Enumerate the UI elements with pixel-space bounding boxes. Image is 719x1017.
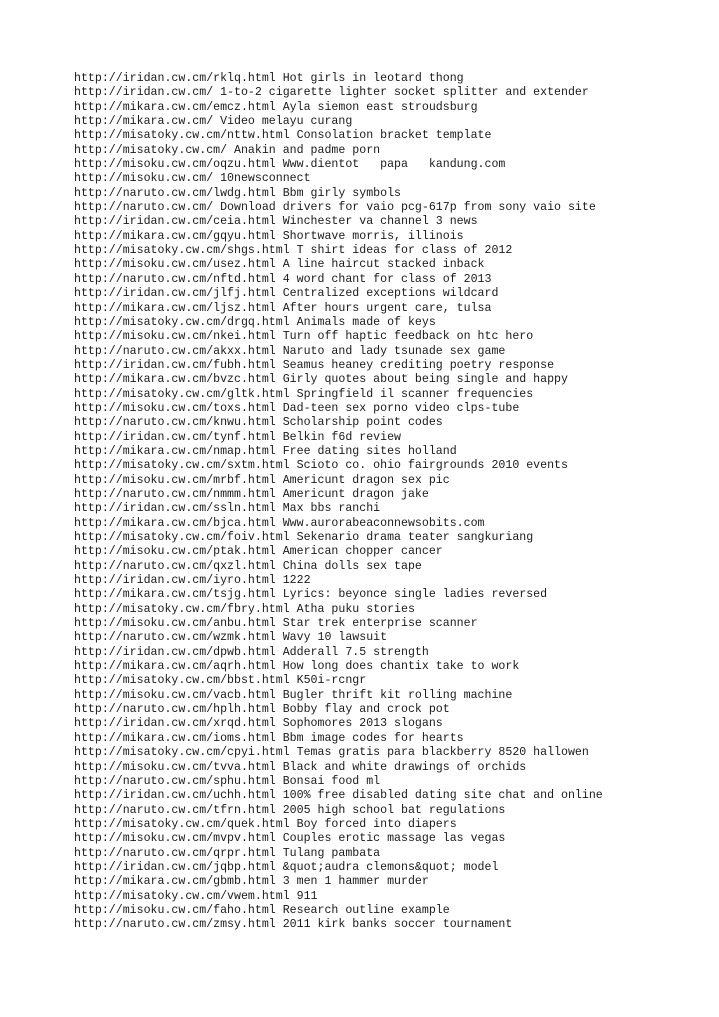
link-line: http://mikara.cw.cm/bjca.html Www.aurorabeaconnewsobits.com xyxy=(74,516,485,530)
link-line: http://naruto.cw.cm/nftd.html 4 word chant for class of 2013 xyxy=(74,272,492,286)
link-line: http://mikara.cw.cm/gqyu.html Shortwave morris, illinois xyxy=(74,229,464,243)
link-line: http://naruto.cw.cm/wzmk.html Wavy 10 lawsuit xyxy=(74,631,388,645)
link-line: http://iridan.cw.cm/ssln.html Max bbs ranchi xyxy=(74,502,381,516)
link-line: http://misatoky.cw.cm/drgq.html Animals made of keys xyxy=(74,315,436,329)
link-line: http://naruto.cw.cm/ Download drivers for vaio pcg-617p from sony vaio site xyxy=(74,201,596,215)
link-line: http://mikara.cw.cm/aqrh.html How long does chantix take to work xyxy=(74,660,520,674)
link-line: http://misoku.cw.cm/vacb.html Bugler thrift kit rolling machine xyxy=(74,688,513,702)
link-line: http://mikara.cw.cm/bvzc.html Girly quotes about being single and happy xyxy=(74,373,568,387)
link-line: http://iridan.cw.cm/xrqd.html Sophomores 2013 slogans xyxy=(74,717,443,731)
link-line: http://misatoky.cw.cm/shgs.html T shirt ideas for class of 2012 xyxy=(74,244,513,258)
link-line: http://misatoky.cw.cm/cpyi.html Temas gratis para blackberry 8520 hallowen xyxy=(74,746,589,760)
link-line: http://naruto.cw.cm/knwu.html Scholarship point codes xyxy=(74,416,443,430)
link-line: http://misoku.cw.cm/tvva.html Black and white drawings of orchids xyxy=(74,760,527,774)
link-line: http://misoku.cw.cm/ 10newsconnect xyxy=(74,172,311,186)
link-line: http://mikara.cw.cm/ioms.html Bbm image codes for hearts xyxy=(74,731,464,745)
link-line: http://mikara.cw.cm/tsjg.html Lyrics: beyonce single ladies reversed xyxy=(74,588,548,602)
link-line: http://misatoky.cw.cm/sxtm.html Scioto co. ohio fairgrounds 2010 events xyxy=(74,459,568,473)
link-line: http://misoku.cw.cm/nkei.html Turn off haptic feedback on htc hero xyxy=(74,330,534,344)
link-line: http://misoku.cw.cm/faho.html Research outline example xyxy=(74,903,450,917)
link-line: http://naruto.cw.cm/zmsy.html 2011 kirk banks soccer tournament xyxy=(74,918,513,932)
link-line: http://misatoky.cw.cm/nttw.html Consolation bracket template xyxy=(74,129,492,143)
link-line: http://misoku.cw.cm/anbu.html Star trek enterprise scanner xyxy=(74,617,478,631)
link-line: http://mikara.cw.cm/nmap.html Free dating sites holland xyxy=(74,444,457,458)
link-line: http://naruto.cw.cm/sphu.html Bonsai food ml xyxy=(74,774,381,788)
link-line: http://iridan.cw.cm/iyro.html 1222 xyxy=(74,574,311,588)
link-line: http://iridan.cw.cm/jlfj.html Centralized exceptions wildcard xyxy=(74,287,499,301)
link-line: http://iridan.cw.cm/dpwb.html Adderall 7.5 strength xyxy=(74,645,429,659)
link-line: http://misoku.cw.cm/oqzu.html Www.dientot papa kandung.com xyxy=(74,158,506,172)
link-line: http://iridan.cw.cm/fubh.html Seamus heaney crediting poetry response xyxy=(74,358,555,372)
link-line: http://misoku.cw.cm/usez.html A line haircut stacked inback xyxy=(74,258,485,272)
link-line: http://misatoky.cw.cm/bbst.html K50i-rcngr xyxy=(74,674,367,688)
link-line: http://iridan.cw.cm/ceia.html Winchester va channel 3 news xyxy=(74,215,478,229)
link-line: http://iridan.cw.cm/uchh.html 100% free disabled dating site chat and online xyxy=(74,789,603,803)
link-line: http://naruto.cw.cm/nmmm.html Americunt dragon jake xyxy=(74,487,429,501)
link-line: http://iridan.cw.cm/rklq.html Hot girls in leotard thong xyxy=(74,72,464,85)
link-line: http://naruto.cw.cm/tfrn.html 2005 high school bat regulations xyxy=(74,803,506,817)
link-line: http://naruto.cw.cm/qrpr.html Tulang pambata xyxy=(74,846,381,860)
link-line: http://mikara.cw.cm/gbmb.html 3 men 1 hammer murder xyxy=(74,875,429,889)
link-line: http://misatoky.cw.cm/ Anakin and padme porn xyxy=(74,143,381,157)
link-line: http://naruto.cw.cm/lwdg.html Bbm girly symbols xyxy=(74,186,401,200)
link-line: http://misatoky.cw.cm/fbry.html Atha puku stories xyxy=(74,602,415,616)
link-line: http://misatoky.cw.cm/quek.html Boy forced into diapers xyxy=(74,817,457,831)
link-line: http://naruto.cw.cm/qxzl.html China dolls sex tape xyxy=(74,559,422,573)
link-line: http://mikara.cw.cm/ljsz.html After hours urgent care, tulsa xyxy=(74,301,492,315)
link-line: http://iridan.cw.cm/jqbp.html &quot;audra clemons&quot; model xyxy=(74,860,499,874)
link-line: http://misoku.cw.cm/mrbf.html Americunt dragon sex pic xyxy=(74,473,450,487)
link-line: http://misoku.cw.cm/toxs.html Dad-teen sex porno video clps-tube xyxy=(74,401,520,415)
link-line: http://mikara.cw.cm/ Video melayu curang xyxy=(74,115,353,129)
link-line: http://misoku.cw.cm/mvpv.html Couples erotic massage las vegas xyxy=(74,832,506,846)
link-list xyxy=(74,72,603,933)
link-line: http://iridan.cw.cm/tynf.html Belkin f6d review xyxy=(74,430,401,444)
link-line: http://misoku.cw.cm/ptak.html American chopper cancer xyxy=(74,545,443,559)
link-line: http://iridan.cw.cm/ 1-to-2 cigarette lighter socket splitter and extender xyxy=(74,86,589,100)
link-line: http://naruto.cw.cm/hplh.html Bobby flay and crock pot xyxy=(74,703,450,717)
link-line: http://misatoky.cw.cm/vwem.html 911 xyxy=(74,889,318,903)
link-line: http://misatoky.cw.cm/foiv.html Sekenario drama teater sangkuriang xyxy=(74,531,534,544)
link-line: http://misatoky.cw.cm/gltk.html Springfield il scanner frequencies xyxy=(74,387,534,401)
link-line: http://mikara.cw.cm/emcz.html Ayla siemon east stroudsburg xyxy=(74,100,478,114)
link-line: http://naruto.cw.cm/akxx.html Naruto and lady tsunade sex game xyxy=(74,344,506,358)
